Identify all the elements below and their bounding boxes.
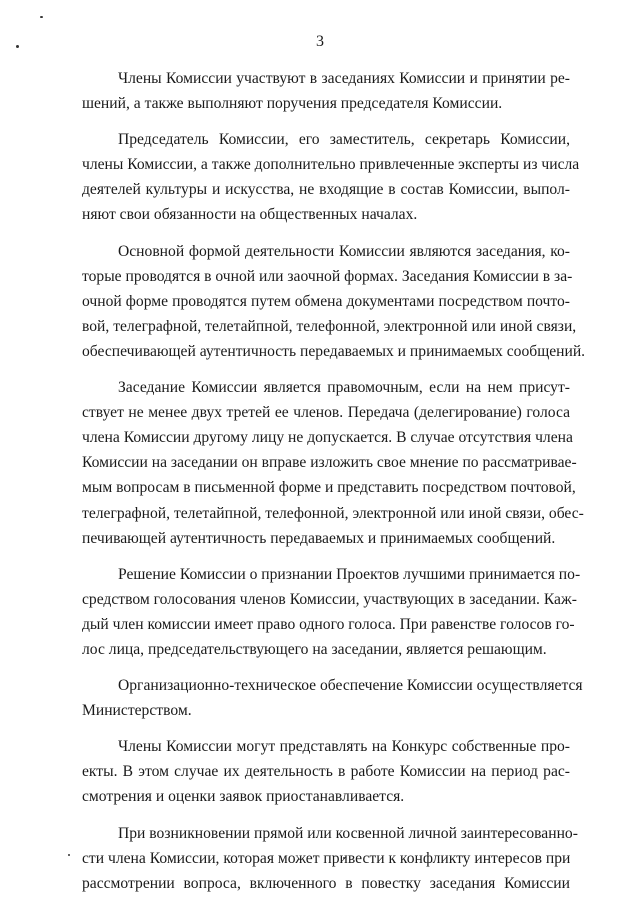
paragraph-line: няют свои обязанности на общественных началах. [82, 206, 418, 224]
paragraph [82, 562, 581, 662]
document-body [82, 66, 586, 896]
paragraph-line: вой, телеграфной, телетайпной, телефонной, электронной или иной связи, [82, 317, 577, 335]
paragraph-line: рассмотрении вопроса, включенного в повестку заседания Комиссии [82, 874, 570, 892]
paragraph-line: мым вопросам в письменной форме и представить посредством почтовой, [82, 479, 576, 497]
paragraph-line: При возникновении прямой или косвенной личной заинтересованно- [118, 824, 578, 842]
paragraph-line: печивающей аутентичность передаваемых и принимаемых сообщений. [82, 529, 556, 547]
paragraph [82, 375, 584, 551]
scan-speck [68, 854, 70, 856]
paragraph-line: торые проводятся в очной или заочной формах. Заседания Комиссии в за- [82, 267, 573, 285]
paragraph-line: Комиссии на заседании он вправе изложить свое мнение по рассматривае- [82, 454, 577, 472]
paragraph-line: Министерством. [82, 702, 192, 720]
scan-speck [40, 16, 43, 18]
paragraph-line: Заседание Комиссии является правомочным, если на нем присут- [118, 379, 570, 397]
paragraph-line: члены Комиссии, а также дополнительно привлеченные эксперты из числа [82, 156, 580, 174]
paragraph [82, 66, 570, 116]
paragraph [82, 673, 583, 723]
paragraph-line: смотрения и оценки заявок приостанавливается. [82, 788, 405, 806]
paragraph-line: обеспечивающей аутентичность передаваемых и принимаемых сообщений. [82, 342, 586, 360]
paragraph-line: деятелей культуры и искусства, не входящие в состав Комиссии, выпол- [82, 181, 570, 199]
paragraph [82, 734, 570, 809]
paragraph-line: сти члена Комиссии, которая может привести к конфликту интересов при [82, 849, 571, 867]
page-number: 3 [316, 33, 324, 50]
paragraph-line: шений, а также выполняют поручения председателя Комиссии. [82, 95, 503, 113]
paragraph [82, 239, 586, 364]
paragraph-line: лос лица, председательствующего на заседании, является решающим. [82, 640, 547, 658]
paragraph-line: Основной формой деятельности Комиссии являются заседания, ко- [118, 242, 570, 260]
paragraph-line: екты. В этом случае их деятельность в работе Комиссии на период рас- [82, 763, 570, 781]
paragraph-line: Члены Комиссии могут представлять на Конкурс собственные про- [118, 738, 570, 756]
paragraph-line: члена Комиссии другому лицу не допускается. В случае отсутствия члена [82, 429, 573, 447]
paragraph-line: дый член комиссии имеет право одного голоса. При равенстве голосов го- [82, 615, 575, 633]
paragraph-line: ствует не менее двух третей ее членов. Передача (делегирование) голоса [82, 404, 570, 422]
paragraph-line: телеграфной, телетайпной, телефонной, электронной или иной связи, обес- [82, 504, 584, 522]
paragraph-line: средством голосования членов Комиссии, участвующих в заседании. Каж- [82, 590, 577, 608]
paragraph [82, 127, 580, 227]
paragraph-line: Организационно-техническое обеспечение Комиссии осуществляется [118, 677, 583, 695]
paragraph-line: Решение Комиссии о признании Проектов лучшими принимается по- [118, 565, 581, 583]
paragraph-line: очной форме проводятся путем обмена документами посредством почто- [82, 292, 570, 310]
paragraph [82, 821, 578, 896]
paragraph-line: Председатель Комиссии, его заместитель, секретарь Комиссии, [118, 131, 570, 149]
paragraph-line: Члены Комиссии участвуют в заседаниях Комиссии и принятии ре- [118, 70, 570, 87]
